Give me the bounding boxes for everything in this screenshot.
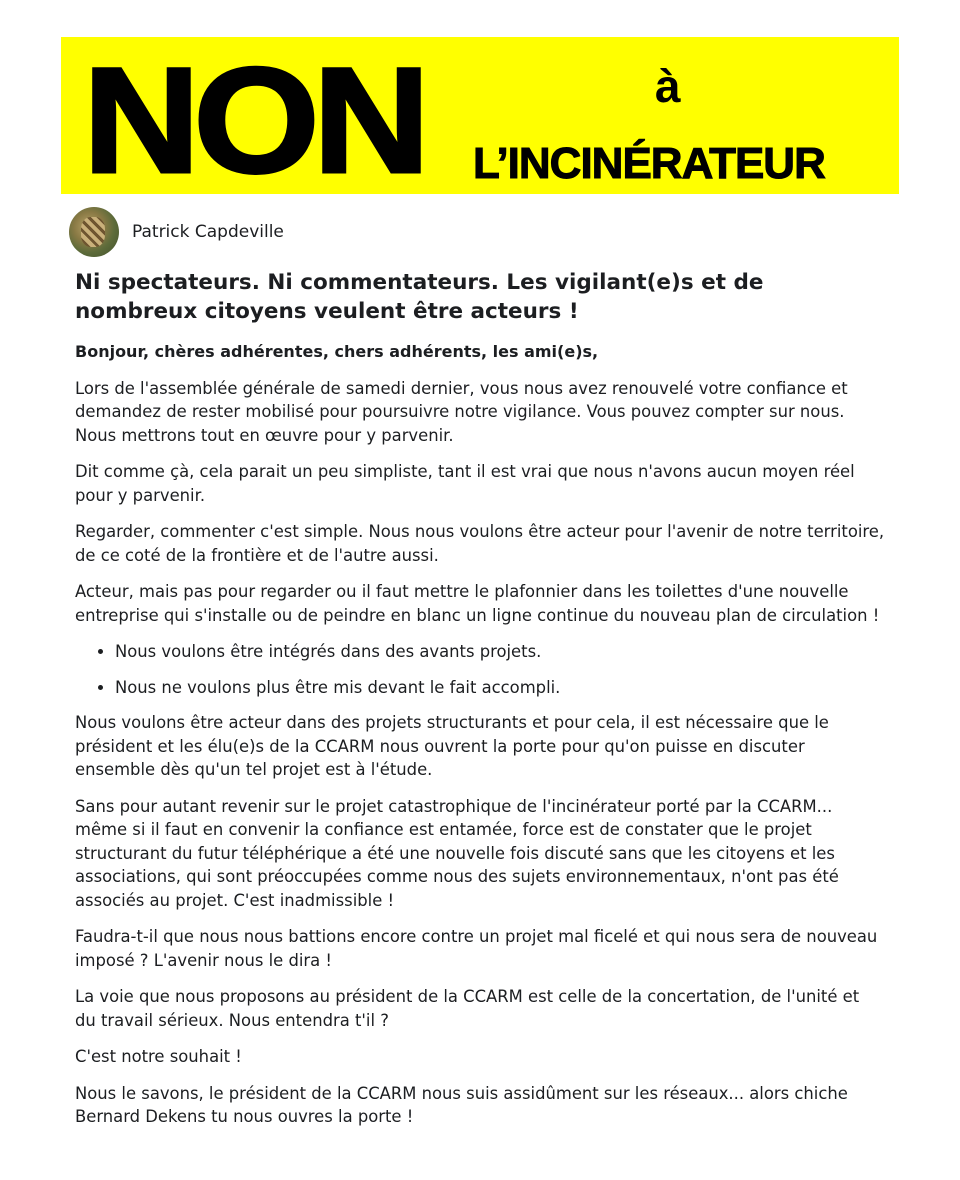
post-title: Ni spectateurs. Ni commentateurs. Les vigilant(e)s et de nombreux citoyens veulent être acteurs ! bbox=[75, 270, 764, 324]
post-greeting: Bonjour, chères adhérentes, chers adhérents, les ami(e)s, bbox=[75, 342, 599, 361]
paragraph: Sans pour autant revenir sur le projet catastrophique de l'incinérateur porté par la CCARM... même si il faut en convenir la confiance est entamée, force est de constater que le projet structurant du futur téléphérique a été une nouvelle fois discuté sans que les citoyens et les associations, qui sont préoccupées comme nous des sujets environnementaux, n'ont pas été associés au projet. C'est inadmissible ! bbox=[75, 796, 839, 910]
paragraph: Nous voulons être acteur dans des projets structurants et pour cela, il est nécessaire que le président et les élu(e)s de la CCARM nous ouvrent la porte pour qu'on puisse en discuter ensemble dès qu'un tel projet est à l'étude. bbox=[75, 713, 829, 779]
banner-incinerateur-text: L’INCINÉRATEUR bbox=[473, 139, 825, 188]
paragraph: Lors de l'assemblée générale de samedi dernier, vous nous avez renouvelé votre confiance et demandez de rester mobilisé pour poursuivre notre vigilance. Vous pouvez compter sur nous. Nous mettrons tout en œuvre pour y parvenir. bbox=[75, 378, 848, 445]
banner-non-text: NON bbox=[83, 36, 424, 204]
banner bbox=[61, 36, 899, 204]
paragraph: Regarder, commenter c'est simple. Nous nous voulons être acteur pour l'avenir de notre territoire, de ce coté de la frontière et de l'autre aussi. bbox=[75, 522, 885, 565]
paragraph: La voie que nous proposons au président de la CCARM est celle de la concertation, de l'unité et du travail sérieux. Nous entendra t'il ? bbox=[75, 987, 860, 1030]
paragraph: Acteur, mais pas pour regarder ou il faut mettre le plafonnier dans les toilettes d'une nouvelle entreprise qui s'installe ou de peindre en blanc un ligne continue du nouveau plan de circulation ! bbox=[75, 582, 880, 625]
paragraph: Dit comme çà, cela parait un peu simpliste, tant il est vrai que nous n'avons aucun moyen réel pour y parvenir. bbox=[75, 462, 855, 505]
author-name[interactable]: Patrick Capdeville bbox=[132, 222, 284, 242]
avatar[interactable] bbox=[69, 207, 119, 257]
bullet-list bbox=[75, 640, 885, 699]
banner-a-text: à bbox=[655, 60, 681, 112]
paragraph: Faudra-t-il que nous nous battions encore contre un projet mal ficelé et qui nous sera de nouveau imposé ? L'avenir nous le dira ! bbox=[75, 927, 878, 970]
paragraph: C'est notre souhait ! bbox=[75, 1047, 242, 1066]
paragraph: Nous le savons, le président de la CCARM nous suis assidûment sur les réseaux... alors chiche Bernard Dekens tu nous ouvres la porte ! bbox=[75, 1083, 848, 1126]
post-content bbox=[75, 268, 885, 1142]
list-item: • Nous voulons être intégrés dans des avants projets. bbox=[115, 640, 885, 664]
post-author[interactable] bbox=[69, 206, 284, 258]
list-item: • Nous ne voulons plus être mis devant le fait accompli. bbox=[115, 676, 885, 700]
